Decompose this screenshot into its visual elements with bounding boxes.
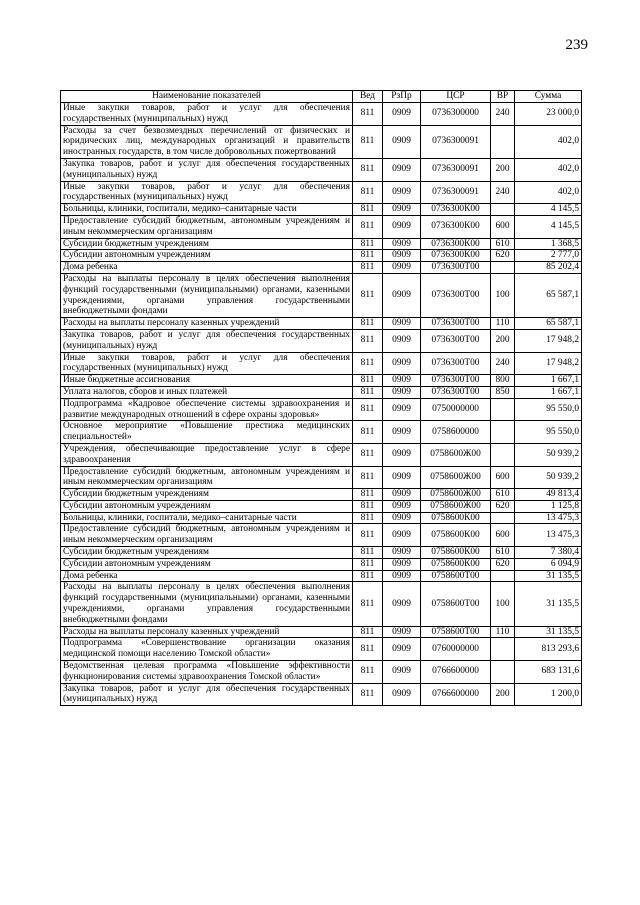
cell-rzpr: 0909: [383, 262, 421, 274]
table-row: [61, 661, 582, 684]
cell-ved: 811: [353, 238, 383, 250]
table-row: [61, 683, 582, 706]
cell-ved: 811: [353, 273, 383, 317]
cell-rzpr: 0909: [383, 500, 421, 512]
cell-sum: 2 777,0: [515, 250, 582, 262]
cell-sum: 50 939,2: [515, 466, 582, 489]
table-row: [61, 570, 582, 582]
cell-csr: 0736300Т00: [421, 375, 491, 387]
table-row: [61, 125, 582, 158]
cell-ved: 811: [353, 626, 383, 638]
table-row: [61, 638, 582, 661]
cell-rzpr: 0909: [383, 238, 421, 250]
table-row: [61, 547, 582, 559]
cell-ved: 811: [353, 524, 383, 547]
table-row: [61, 512, 582, 524]
cell-sum: 95 550,0: [515, 421, 582, 444]
cell-csr: 0758600Ж00: [421, 443, 491, 466]
cell-sum: 1 667,1: [515, 375, 582, 387]
cell-sum: 13 475,3: [515, 512, 582, 524]
header-vr: ВР: [491, 91, 515, 103]
cell-name: Закупка товаров, работ и услуг для обеспечения государственных (муниципальных) нужд: [61, 158, 353, 181]
cell-name: Субсидии автономным учреждениям: [61, 558, 353, 570]
cell-vr: 200: [491, 683, 515, 706]
table-row: [61, 329, 582, 352]
cell-rzpr: 0909: [383, 638, 421, 661]
cell-sum: 31 135,5: [515, 570, 582, 582]
cell-name: Уплата налогов, сборов и иных платежей: [61, 386, 353, 398]
table-row: [61, 238, 582, 250]
cell-vr: 600: [491, 466, 515, 489]
cell-rzpr: 0909: [383, 421, 421, 444]
cell-csr: 0758600Ж00: [421, 500, 491, 512]
cell-vr: [491, 398, 515, 421]
cell-sum: 13 475,3: [515, 524, 582, 547]
cell-rzpr: 0909: [383, 375, 421, 387]
cell-vr: 800: [491, 375, 515, 387]
cell-csr: 0736300Т00: [421, 262, 491, 274]
cell-vr: 240: [491, 103, 515, 126]
cell-sum: 402,0: [515, 181, 582, 204]
table-row: [61, 489, 582, 501]
cell-rzpr: 0909: [383, 103, 421, 126]
table-row: [61, 158, 582, 181]
header-csr: ЦСР: [421, 91, 491, 103]
cell-csr: 0736300К00: [421, 215, 491, 238]
cell-ved: 811: [353, 204, 383, 216]
cell-ved: 811: [353, 386, 383, 398]
cell-sum: 4 145,5: [515, 204, 582, 216]
cell-vr: 610: [491, 238, 515, 250]
cell-sum: 683 131,6: [515, 661, 582, 684]
cell-sum: 49 813,4: [515, 489, 582, 501]
cell-csr: 0736300091: [421, 181, 491, 204]
table-row: [61, 375, 582, 387]
cell-rzpr: 0909: [383, 582, 421, 626]
table-row: [61, 250, 582, 262]
cell-name: Иные бюджетные ассигнования: [61, 375, 353, 387]
cell-vr: 110: [491, 626, 515, 638]
cell-rzpr: 0909: [383, 466, 421, 489]
header-sum: Сумма: [515, 91, 582, 103]
cell-name: Предоставление субсидий бюджетным, автономным учреждениям и иным некоммерческим организациям: [61, 524, 353, 547]
cell-rzpr: 0909: [383, 215, 421, 238]
cell-vr: 620: [491, 500, 515, 512]
cell-ved: 811: [353, 582, 383, 626]
cell-csr: 0758600Т00: [421, 570, 491, 582]
cell-vr: 850: [491, 386, 515, 398]
cell-csr: 0758600Т00: [421, 626, 491, 638]
cell-sum: 6 094,9: [515, 558, 582, 570]
cell-sum: 7 380,4: [515, 547, 582, 559]
cell-sum: 1 125,8: [515, 500, 582, 512]
cell-csr: 0736300К00: [421, 204, 491, 216]
cell-sum: 402,0: [515, 125, 582, 158]
cell-ved: 811: [353, 352, 383, 375]
cell-sum: 402,0: [515, 158, 582, 181]
cell-ved: 811: [353, 661, 383, 684]
cell-csr: 0736300К00: [421, 250, 491, 262]
cell-csr: 0758600Ж00: [421, 489, 491, 501]
cell-name: Дома ребенка: [61, 570, 353, 582]
cell-ved: 811: [353, 638, 383, 661]
cell-sum: 1 368,5: [515, 238, 582, 250]
cell-ved: 811: [353, 215, 383, 238]
cell-csr: 0760000000: [421, 638, 491, 661]
cell-ved: 811: [353, 375, 383, 387]
cell-csr: 0736300Т00: [421, 329, 491, 352]
cell-vr: 100: [491, 273, 515, 317]
cell-vr: 610: [491, 489, 515, 501]
cell-ved: 811: [353, 103, 383, 126]
page-number: 239: [565, 37, 588, 53]
cell-name: Подпрограмма «Кадровое обеспечение системы здравоохранения и развитие международных отношений в сфере охраны здоровья»: [61, 398, 353, 421]
table-header-row: [61, 91, 582, 103]
cell-vr: [491, 443, 515, 466]
cell-rzpr: 0909: [383, 158, 421, 181]
header-ved: Вед: [353, 91, 383, 103]
cell-csr: 0758600Т00: [421, 582, 491, 626]
cell-name: Расходы на выплаты персоналу казенных учреждений: [61, 318, 353, 330]
cell-csr: 0736300Т00: [421, 386, 491, 398]
cell-name: Подпрограмма «Совершенствование организации оказания медицинской помощи населению Томской области»: [61, 638, 353, 661]
cell-sum: 85 202,4: [515, 262, 582, 274]
cell-name: Больницы, клиники, госпитали, медико–санитарные части: [61, 204, 353, 216]
table-row: [61, 466, 582, 489]
cell-sum: 23 000,0: [515, 103, 582, 126]
cell-name: Субсидии бюджетным учреждениям: [61, 489, 353, 501]
cell-csr: 0758600К00: [421, 558, 491, 570]
cell-rzpr: 0909: [383, 683, 421, 706]
cell-vr: 200: [491, 329, 515, 352]
cell-ved: 811: [353, 500, 383, 512]
cell-sum: 813 293,6: [515, 638, 582, 661]
table-row: [61, 204, 582, 216]
cell-vr: 620: [491, 250, 515, 262]
cell-vr: [491, 512, 515, 524]
cell-sum: 31 135,5: [515, 626, 582, 638]
cell-vr: [491, 570, 515, 582]
cell-vr: 240: [491, 181, 515, 204]
cell-vr: 600: [491, 215, 515, 238]
cell-ved: 811: [353, 125, 383, 158]
cell-name: Иные закупки товаров, работ и услуг для обеспечения государственных (муниципальных) нужд: [61, 352, 353, 375]
cell-csr: 0766600000: [421, 683, 491, 706]
cell-sum: 1 667,1: [515, 386, 582, 398]
cell-ved: 811: [353, 466, 383, 489]
cell-rzpr: 0909: [383, 398, 421, 421]
cell-name: Дома ребенка: [61, 262, 353, 274]
cell-vr: [491, 638, 515, 661]
cell-rzpr: 0909: [383, 661, 421, 684]
table-row: [61, 500, 582, 512]
cell-sum: 95 550,0: [515, 398, 582, 421]
table-row: [61, 398, 582, 421]
cell-name: Предоставление субсидий бюджетным, автономным учреждениям и иным некоммерческим организациям: [61, 215, 353, 238]
cell-ved: 811: [353, 329, 383, 352]
cell-csr: 0766600000: [421, 661, 491, 684]
cell-rzpr: 0909: [383, 386, 421, 398]
cell-name: Расходы на выплаты персоналу в целях обеспечения выполнения функций государственными (муниципальными) органами, казенными учреждениями, органами управления государственными внебюджетными фондами: [61, 582, 353, 626]
cell-csr: 0758600К00: [421, 547, 491, 559]
table-row: [61, 215, 582, 238]
cell-rzpr: 0909: [383, 318, 421, 330]
cell-vr: [491, 421, 515, 444]
cell-rzpr: 0909: [383, 443, 421, 466]
cell-ved: 811: [353, 181, 383, 204]
table-row: [61, 262, 582, 274]
cell-csr: 0758600000: [421, 421, 491, 444]
budget-table: [60, 90, 582, 706]
table-row: [61, 352, 582, 375]
cell-name: Предоставление субсидий бюджетным, автономным учреждениям и иным некоммерческим организациям: [61, 466, 353, 489]
table-row: [61, 273, 582, 317]
cell-sum: 65 587,1: [515, 318, 582, 330]
header-name: Наименование показателей: [61, 91, 353, 103]
cell-sum: 4 145,5: [515, 215, 582, 238]
cell-ved: 811: [353, 421, 383, 444]
cell-csr: 0736300000: [421, 103, 491, 126]
cell-csr: 0736300091: [421, 158, 491, 181]
cell-rzpr: 0909: [383, 204, 421, 216]
table-row: [61, 558, 582, 570]
cell-vr: [491, 125, 515, 158]
table-row: [61, 181, 582, 204]
cell-vr: [491, 204, 515, 216]
cell-vr: 100: [491, 582, 515, 626]
cell-sum: 65 587,1: [515, 273, 582, 317]
cell-csr: 0758600Ж00: [421, 466, 491, 489]
cell-sum: 1 200,0: [515, 683, 582, 706]
cell-rzpr: 0909: [383, 570, 421, 582]
cell-rzpr: 0909: [383, 524, 421, 547]
header-rzpr: РзПр: [383, 91, 421, 103]
cell-csr: 0736300Т00: [421, 318, 491, 330]
table-row: [61, 421, 582, 444]
cell-rzpr: 0909: [383, 512, 421, 524]
cell-name: Расходы на выплаты персоналу казенных учреждений: [61, 626, 353, 638]
cell-rzpr: 0909: [383, 558, 421, 570]
cell-rzpr: 0909: [383, 329, 421, 352]
cell-rzpr: 0909: [383, 489, 421, 501]
cell-ved: 811: [353, 262, 383, 274]
cell-rzpr: 0909: [383, 250, 421, 262]
cell-sum: 17 948,2: [515, 329, 582, 352]
cell-name: Основное мероприятие «Повышение престижа медицинских специальностей»: [61, 421, 353, 444]
cell-ved: 811: [353, 570, 383, 582]
cell-name: Субсидии автономным учреждениям: [61, 250, 353, 262]
cell-name: Больницы, клиники, госпитали, медико–санитарные части: [61, 512, 353, 524]
cell-rzpr: 0909: [383, 626, 421, 638]
cell-vr: [491, 661, 515, 684]
cell-rzpr: 0909: [383, 547, 421, 559]
cell-ved: 811: [353, 558, 383, 570]
table-row: [61, 443, 582, 466]
cell-name: Закупка товаров, работ и услуг для обеспечения государственных (муниципальных) нужд: [61, 683, 353, 706]
cell-name: Расходы на выплаты персоналу в целях обеспечения выполнения функций государственными (муниципальными) органами, казенными учреждениями, органами управления государственными внебюджетными фондами: [61, 273, 353, 317]
cell-csr: 0736300091: [421, 125, 491, 158]
table-row: [61, 386, 582, 398]
cell-rzpr: 0909: [383, 125, 421, 158]
cell-ved: 811: [353, 158, 383, 181]
cell-ved: 811: [353, 443, 383, 466]
cell-ved: 811: [353, 489, 383, 501]
cell-vr: 110: [491, 318, 515, 330]
cell-name: Учреждения, обеспечивающие предоставление услуг в сфере здравоохранения: [61, 443, 353, 466]
cell-ved: 811: [353, 683, 383, 706]
cell-ved: 811: [353, 398, 383, 421]
cell-ved: 811: [353, 250, 383, 262]
cell-vr: [491, 262, 515, 274]
cell-name: Ведомственная целевая программа «Повышение эффективности функционирования системы здравоохранения Томской области»: [61, 661, 353, 684]
table-row: [61, 318, 582, 330]
table-row: [61, 626, 582, 638]
cell-vr: 200: [491, 158, 515, 181]
cell-rzpr: 0909: [383, 181, 421, 204]
cell-rzpr: 0909: [383, 273, 421, 317]
cell-name: Субсидии бюджетным учреждениям: [61, 238, 353, 250]
cell-name: Иные закупки товаров, работ и услуг для обеспечения государственных (муниципальных) нужд: [61, 103, 353, 126]
cell-name: Закупка товаров, работ и услуг для обеспечения государственных (муниципальных) нужд: [61, 329, 353, 352]
table-row: [61, 103, 582, 126]
cell-csr: 0736300Т00: [421, 273, 491, 317]
cell-csr: 0736300К00: [421, 238, 491, 250]
cell-vr: 240: [491, 352, 515, 375]
cell-csr: 0758600К00: [421, 524, 491, 547]
cell-vr: 600: [491, 524, 515, 547]
cell-sum: 17 948,2: [515, 352, 582, 375]
cell-vr: 620: [491, 558, 515, 570]
table-row: [61, 524, 582, 547]
cell-ved: 811: [353, 318, 383, 330]
cell-name: Субсидии автономным учреждениям: [61, 500, 353, 512]
cell-name: Расходы за счет безвозмездных перечислений от физических и юридических лиц, международных организаций и правительств иностранных государств, в том числе добровольных пожертвований: [61, 125, 353, 158]
cell-csr: 0750000000: [421, 398, 491, 421]
cell-ved: 811: [353, 547, 383, 559]
cell-csr: 0758600К00: [421, 512, 491, 524]
cell-csr: 0736300Т00: [421, 352, 491, 375]
cell-vr: 610: [491, 547, 515, 559]
cell-name: Субсидии бюджетным учреждениям: [61, 547, 353, 559]
table-row: [61, 582, 582, 626]
cell-rzpr: 0909: [383, 352, 421, 375]
cell-sum: 31 135,5: [515, 582, 582, 626]
cell-name: Иные закупки товаров, работ и услуг для обеспечения государственных (муниципальных) нужд: [61, 181, 353, 204]
cell-sum: 50 939,2: [515, 443, 582, 466]
cell-ved: 811: [353, 512, 383, 524]
